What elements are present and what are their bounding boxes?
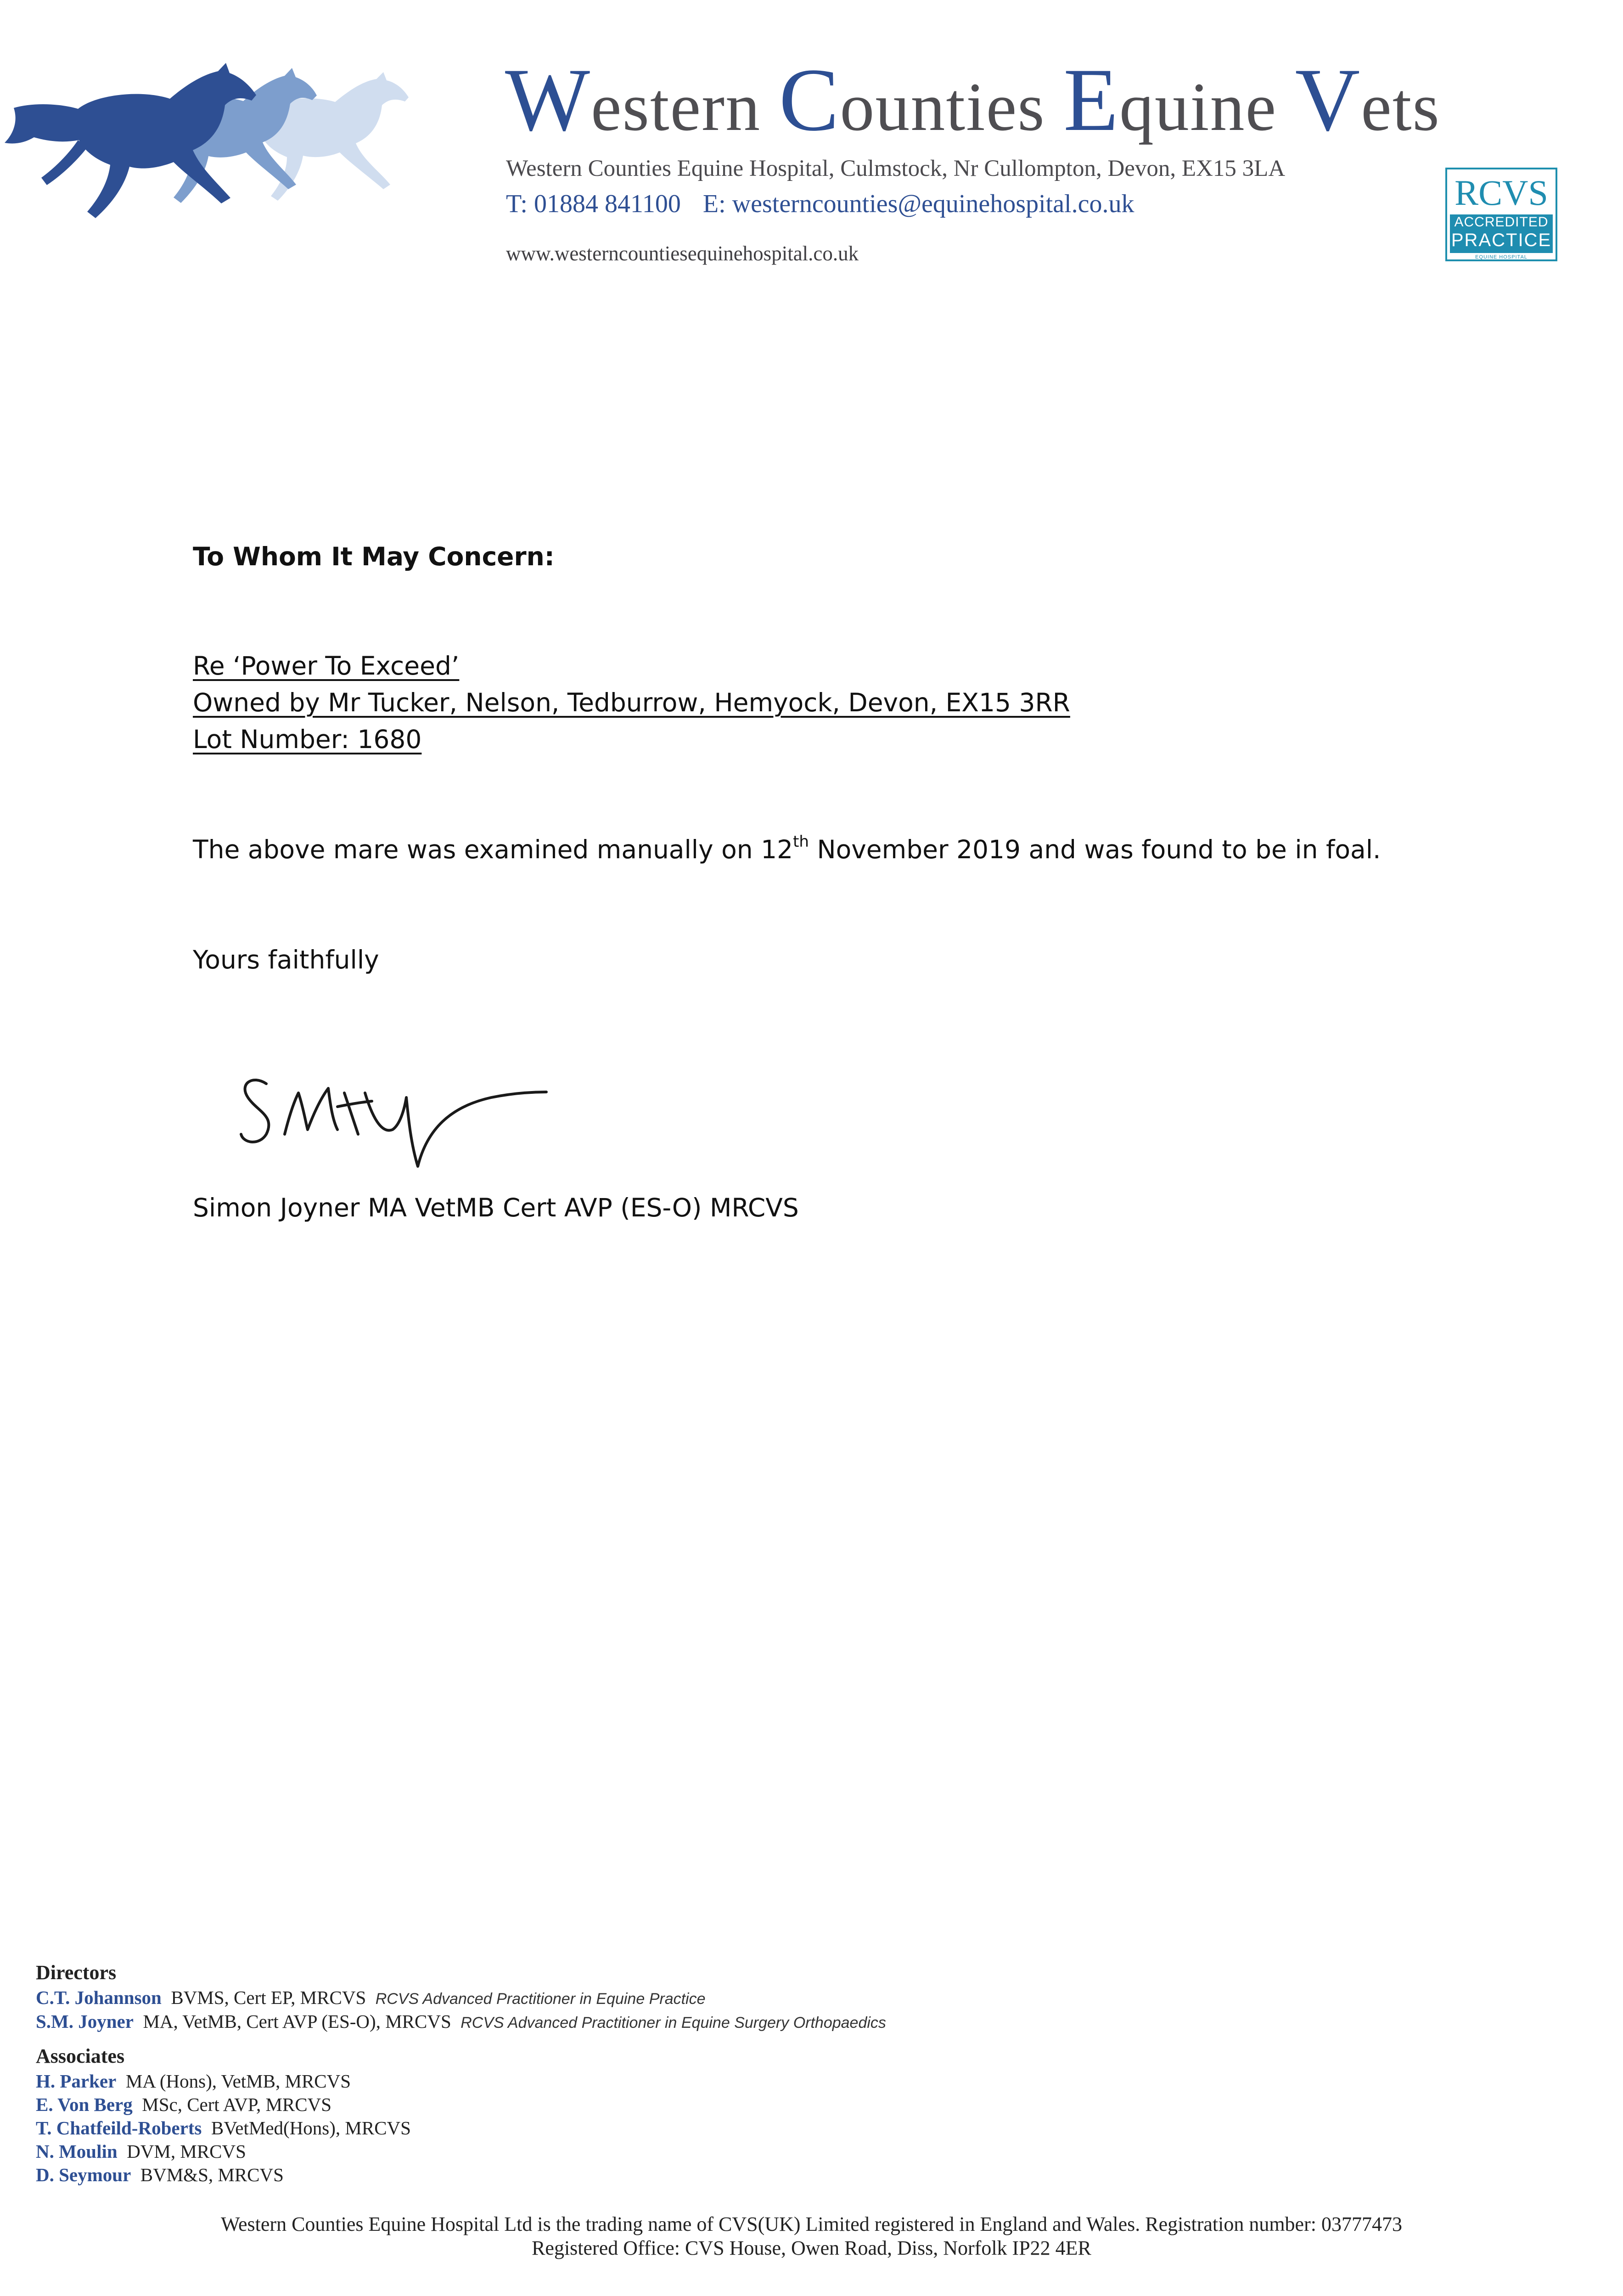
company-name-word-3: Equine bbox=[1063, 50, 1277, 150]
galloping-horses-logo bbox=[5, 57, 491, 241]
company-name bbox=[505, 50, 1440, 150]
hospital-address: Western Counties Equine Hospital, Culmstock, Nr Cullompton, Devon, EX15 3LA bbox=[506, 156, 1286, 181]
director-name: S.M. Joyner bbox=[36, 2011, 134, 2032]
re-line: Re ‘Power To Exceed’ bbox=[193, 651, 460, 681]
company-name-word-4: Vets bbox=[1295, 50, 1440, 150]
associate-name: E. Von Berg bbox=[36, 2094, 133, 2115]
associate-quals: BVM&S, MRCVS bbox=[140, 2164, 284, 2185]
rcvs-badge-title: RCVS bbox=[1455, 173, 1548, 213]
statement-part-1: The above mare was examined manually on 12 bbox=[193, 835, 793, 864]
director-quals: MA, VetMB, Cert AVP (ES-O), MRCVS bbox=[143, 2011, 451, 2032]
contact-line bbox=[506, 189, 1134, 219]
rcvs-badge-block bbox=[1450, 214, 1553, 253]
rcvs-badge-line1: ACCREDITED bbox=[1454, 214, 1549, 230]
lot-number-line: Lot Number: 1680 bbox=[193, 725, 422, 754]
signatory-name: Simon Joyner MA VetMB Cert AVP (ES-O) MRCVS bbox=[193, 1193, 799, 1222]
registered-office-line: Registered Office: CVS House, Owen Road, Diss, Norfolk IP22 4ER bbox=[532, 2237, 1091, 2259]
associate-row bbox=[36, 2140, 246, 2162]
associate-quals: BVetMed(Hons), MRCVS bbox=[211, 2117, 411, 2138]
legal-registration-line: Western Counties Equine Hospital Ltd is the trading name of CVS(UK) Limited registered in England and Wales. Registration number: 03777473 bbox=[221, 2213, 1402, 2235]
associate-name: D. Seymour bbox=[36, 2164, 131, 2185]
handwritten-signature bbox=[234, 1065, 551, 1171]
associate-quals: MSc, Cert AVP, MRCVS bbox=[142, 2094, 332, 2115]
associate-row bbox=[36, 2093, 331, 2116]
associate-name: H. Parker bbox=[36, 2071, 117, 2092]
director-name: C.T. Johannson bbox=[36, 1987, 162, 2008]
statement-part-2: November 2019 and was found to be in foal. bbox=[809, 835, 1381, 864]
salutation: To Whom It May Concern: bbox=[193, 542, 555, 571]
date-ordinal: th bbox=[793, 832, 809, 851]
website-link[interactable]: www.westerncountiesequinehospital.co.uk bbox=[506, 242, 859, 265]
company-name-word-2: Counties bbox=[779, 50, 1045, 150]
email-address[interactable]: E: westerncounties@equinehospital.co.uk bbox=[702, 190, 1134, 218]
director-row bbox=[36, 1986, 706, 2009]
closing: Yours faithfully bbox=[193, 945, 379, 974]
director-quals: BVMS, Cert EP, MRCVS bbox=[171, 1987, 366, 2008]
associates-heading: Associates bbox=[36, 2045, 125, 2067]
rcvs-accredited-badge bbox=[1445, 168, 1557, 261]
director-note: RCVS Advanced Practitioner in Equine Surgery Orthopaedics bbox=[461, 2014, 886, 2032]
associate-row bbox=[36, 2117, 411, 2139]
owner-line: Owned by Mr Tucker, Nelson, Tedburrow, Hemyock, Devon, EX15 3RR bbox=[193, 688, 1070, 717]
associate-name: N. Moulin bbox=[36, 2141, 118, 2162]
directors-heading: Directors bbox=[36, 1961, 117, 1984]
associate-row bbox=[36, 2164, 284, 2186]
rcvs-badge-line2: PRACTICE bbox=[1451, 230, 1552, 250]
director-row bbox=[36, 2010, 886, 2032]
rcvs-badge-sub: EQUINE HOSPITAL bbox=[1475, 254, 1528, 260]
associate-row bbox=[36, 2070, 351, 2092]
director-note: RCVS Advanced Practitioner in Equine Practice bbox=[375, 1990, 706, 2008]
associate-quals: DVM, MRCVS bbox=[127, 2141, 246, 2162]
examination-statement bbox=[193, 832, 1381, 864]
company-name-word-1: Western bbox=[505, 50, 761, 150]
associate-name: T. Chatfeild-Roberts bbox=[36, 2117, 202, 2138]
associate-quals: MA (Hons), VetMB, MRCVS bbox=[125, 2071, 351, 2092]
phone-number[interactable]: T: 01884 841100 bbox=[506, 190, 681, 218]
